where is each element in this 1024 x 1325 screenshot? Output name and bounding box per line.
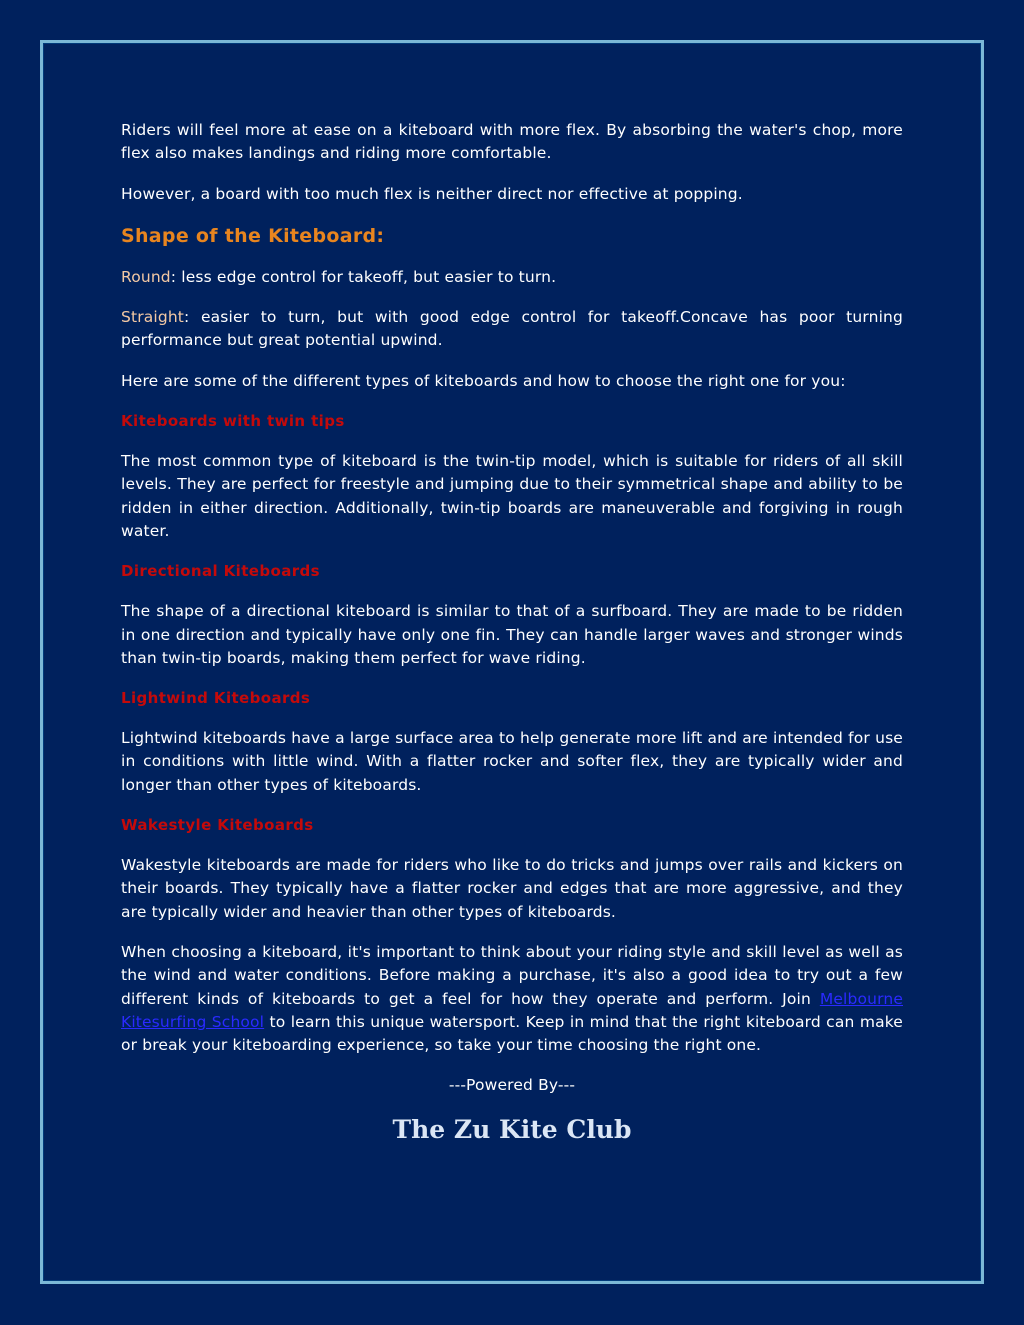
closing-paragraph — [121, 941, 903, 1057]
section-heading-twin-tips: Kiteboards with twin tips — [121, 412, 345, 431]
shape-heading: Shape of the Kiteboard: — [121, 224, 385, 247]
types-intro: Here are some of the different types of kiteboards and how to choose the right one for you: — [121, 371, 846, 390]
section-text-wakestyle: Wakestyle kiteboards are made for riders who like to do tricks and jumps over rails and kickers on their boards. They typically have a flatter rocker and edges that are more aggressive, and they are typically wider and heavier than other types of kiteboards. — [121, 856, 903, 921]
intro-paragraph-2: However, a board with too much flex is neither direct nor effective at popping. — [121, 184, 743, 203]
round-paragraph — [121, 266, 903, 289]
section-heading-directional: Directional Kiteboards — [121, 562, 320, 581]
closing-text-before-link: When choosing a kiteboard, it's important to think about your riding style and skill level as well as the wind and water conditions. Before making a purchase, it's also a good idea to try out a few different kinds of kiteboards to get a feel for how they operate and perform. Join — [121, 942, 903, 1008]
club-name: The Zu Kite Club — [392, 1114, 632, 1144]
section-heading-lightwind: Lightwind Kiteboards — [121, 689, 311, 708]
round-term: Round — [121, 267, 171, 286]
section-heading-wakestyle: Wakestyle Kiteboards — [121, 816, 314, 835]
round-text: : less edge control for takeoff, but easier to turn. — [170, 267, 557, 286]
section-text-directional: The shape of a directional kiteboard is similar to that of a surfboard. They are made to be ridden in one direction and typically have only one fin. They can handle larger waves and stronger winds than twin-tip boards, making them perfect for wave riding. — [121, 602, 903, 667]
section-text-lightwind: Lightwind kiteboards have a large surface area to help generate more lift and are intended for use in conditions with little wind. With a flatter rocker and softer flex, they are typically wider and longer than other types of kiteboards. — [121, 729, 903, 794]
straight-paragraph — [121, 306, 903, 353]
straight-term: Straight — [121, 308, 185, 327]
powered-by: ---Powered By--- — [448, 1076, 576, 1095]
document-body — [121, 119, 903, 1144]
straight-text: : easier to turn, but with good edge control for takeoff.Concave has poor turning performance but great potential upwind. — [121, 308, 903, 350]
melbourne-school-link[interactable]: Melbourne Kitesurfing School — [121, 989, 903, 1031]
closing-text-after-link: to learn this unique watersport. Keep in mind that the right kiteboard can make or break your kiteboarding experience, so take your time choosing the right one. — [121, 1012, 903, 1055]
intro-paragraph-1: Riders will feel more at ease on a kiteboard with more flex. By absorbing the water's chop, more flex also makes landings and riding more comfortable. — [121, 121, 903, 163]
section-text-twin-tips: The most common type of kiteboard is the twin-tip model, which is suitable for riders of all skill levels. They are perfect for freestyle and jumping due to their symmetrical shape and ability to be ridden in either direction. Additionally, twin-tip boards are maneuverable and forgiving in rough water. — [121, 452, 903, 540]
